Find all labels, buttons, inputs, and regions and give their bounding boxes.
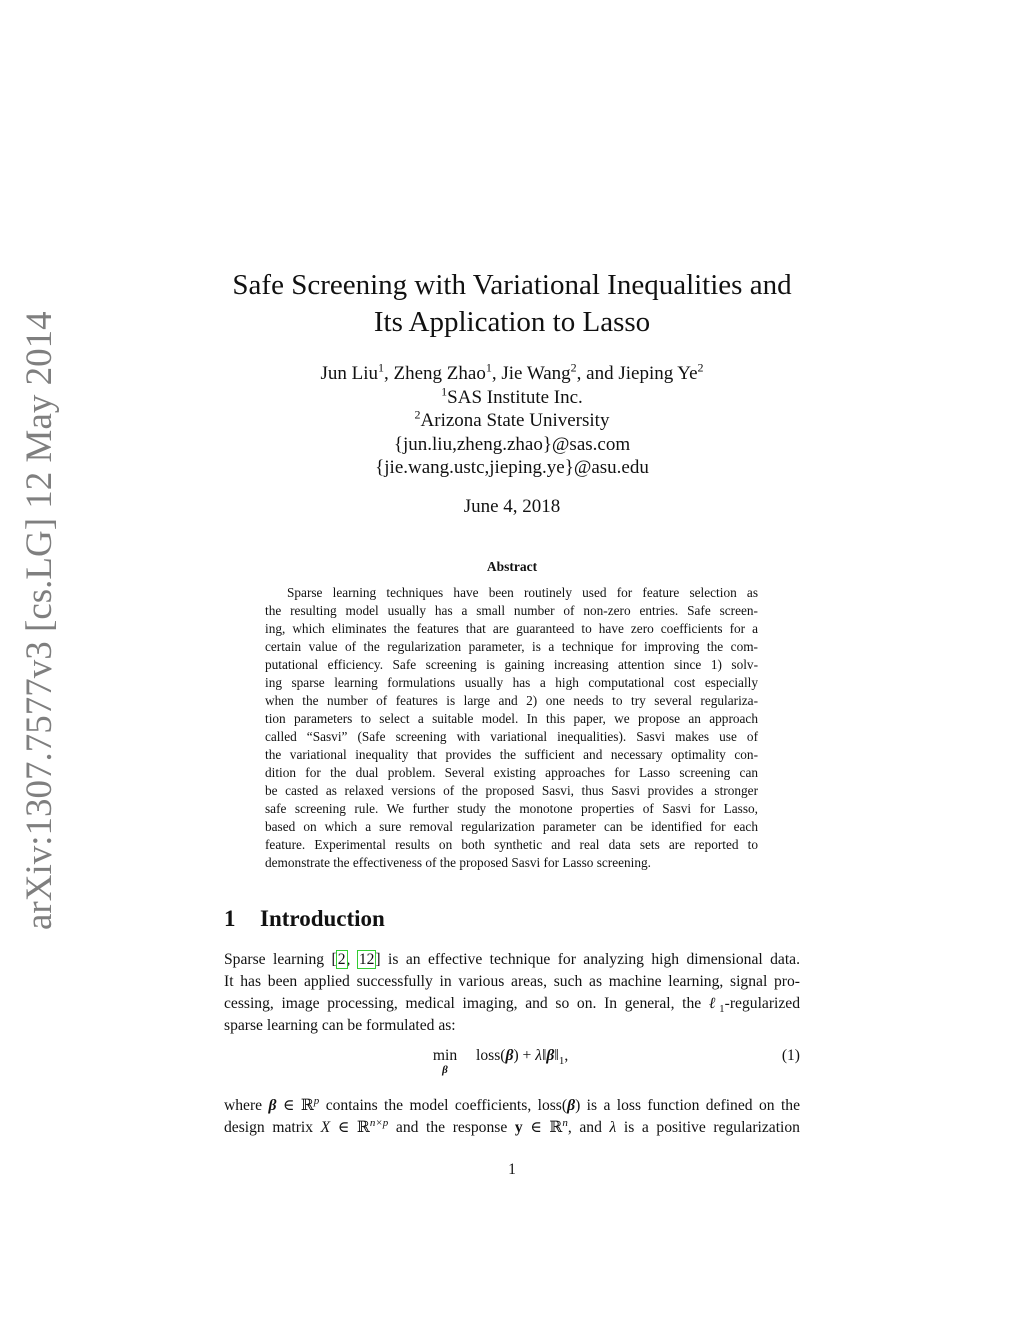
text: ,	[346, 951, 358, 968]
math-symbol: β	[505, 1047, 514, 1064]
abstract-line: ing, which eliminates the features that are guaranteed to have zero coefficients for a	[265, 621, 758, 636]
math-symbol: ℓ	[708, 995, 720, 1012]
abstract-line: based on which a sure removal regularization parameter can be identified for each	[265, 819, 758, 834]
abstract-line: tion parameters to select a suitable model. In this paper, we propose an approach	[265, 711, 758, 726]
abstract-line: demonstrate the effectiveness of the proposed Sasvi for Lasso screening.	[265, 855, 651, 870]
page-number: 1	[508, 1161, 516, 1178]
author-name: Zheng Zhao	[393, 363, 486, 384]
abstract-line: dition for the dual problem. Several existing approaches for Lasso screening can	[265, 765, 758, 780]
affiliation-name: SAS Institute Inc.	[447, 386, 583, 408]
affiliation-name: Arizona State University	[420, 410, 610, 431]
equation-number: (1)	[781, 1047, 800, 1064]
math-symbol: X	[320, 1119, 331, 1137]
text: contains the model coefficients, loss(	[319, 1097, 568, 1115]
text: ] is an effective technique for analyzing high dimensional data.	[375, 951, 801, 968]
text: ) is a loss function defined on the	[575, 1097, 800, 1115]
math-symbol: β	[268, 1097, 277, 1115]
equation-1	[224, 1043, 800, 1083]
author-name: Jie Wang	[501, 363, 571, 384]
math-symbol: p	[313, 1095, 320, 1107]
affiliation-mark: 1	[377, 360, 384, 375]
paper-title-line-1: Safe Screening with Variational Inequalities and	[232, 269, 792, 301]
separator: ,	[383, 363, 394, 384]
arxiv-stamp: arXiv:1307.7577v3 [cs.LG] 12 May 2014	[19, 311, 60, 930]
abstract-line: called “Sasvi” (Safe screening with variational inequalities). Sasvi makes use of	[265, 729, 758, 744]
math-subscript: 1	[719, 1003, 725, 1016]
body-line	[224, 1112, 800, 1139]
min-subscript: β	[442, 1064, 448, 1076]
section-title: Introduction	[260, 906, 385, 931]
affiliation-mark: 2	[414, 407, 421, 422]
affiliation-mark: 2	[697, 360, 704, 375]
text: ∈ ℝ	[522, 1119, 563, 1137]
text: ,	[564, 1047, 569, 1064]
affiliation-1	[150, 386, 874, 410]
email-2: {jie.wang.ustc,jieping.ye}@asu.edu	[375, 457, 649, 478]
author-name: Jun Liu	[320, 363, 378, 384]
paper-title-line-2: Its Application to Lasso	[373, 306, 651, 338]
abstract-line: the resulting model usually has a small number of non-zero entries. Safe screen-	[265, 603, 758, 618]
text: is a positive regularization	[616, 1119, 800, 1137]
text: ‖	[542, 1047, 547, 1064]
author-name: Jieping Ye	[618, 363, 698, 384]
separator: , and	[576, 363, 619, 384]
author-list	[150, 362, 874, 386]
separator: ,	[491, 363, 502, 384]
math-symbol: y	[514, 1119, 523, 1137]
math-symbol: λ	[609, 1119, 617, 1137]
affiliation-mark: 1	[441, 384, 448, 399]
section-heading	[224, 906, 385, 932]
text: design matrix	[224, 1119, 321, 1137]
affiliation-mark: 1	[485, 360, 492, 375]
abstract-line: Sparse learning techniques have been routinely used for feature selection as	[287, 585, 758, 600]
abstract-line: the variational inequality that provides the sufficient and necessary optimality con-	[265, 747, 758, 762]
abstract-line: when the number of features is large and 2) one needs to try several regulariza-	[265, 693, 758, 708]
text: ∈ ℝ	[330, 1119, 370, 1137]
text: , and	[567, 1119, 610, 1137]
equation-body	[476, 1047, 568, 1067]
text: ∈ ℝ	[276, 1097, 314, 1115]
text: loss(	[476, 1047, 506, 1064]
text: and the response	[388, 1119, 515, 1137]
math-symbol: n×p	[369, 1117, 389, 1129]
math-symbol: n	[562, 1117, 568, 1129]
affiliation-mark: 2	[570, 360, 577, 375]
text: -regularized	[724, 995, 800, 1012]
text: where	[224, 1097, 269, 1115]
abstract-line: safe screening rule. We further study the monotone properties of Sasvi for Lasso,	[265, 801, 758, 816]
text: cessing, image processing, medical imaging, and so on. In general, the	[224, 995, 709, 1012]
math-symbol: β	[567, 1097, 576, 1115]
email-1: {jun.liu,zheng.zhao}@sas.com	[393, 433, 631, 455]
abstract-line: feature. Experimental results on both synthetic and real data sets are reported to	[265, 837, 758, 852]
body-line	[224, 949, 800, 971]
min-label: min	[432, 1047, 458, 1064]
abstract-line: certain value of the regularization parameter, is a technique for improving the com-	[265, 639, 758, 654]
abstract-line: ing sparse learning formulations usually has a high computational cost especially	[265, 675, 758, 690]
paper-date: June 4, 2018	[463, 496, 561, 517]
citation-link[interactable]: 2	[337, 951, 346, 968]
math-symbol: λ	[535, 1047, 543, 1064]
body-line: sparse learning can be formulated as:	[224, 1017, 456, 1034]
math-subscript: 1	[558, 1055, 565, 1068]
abstract-heading: Abstract	[486, 559, 538, 574]
body-line: It has been applied successfully in various areas, such as machine learning, signal pro-	[224, 973, 800, 990]
author-block	[150, 362, 874, 480]
affiliation-2	[150, 409, 874, 433]
text: ‖	[554, 1047, 559, 1064]
equation-min-operator	[429, 1047, 461, 1075]
text: Sparse learning [	[224, 951, 337, 968]
math-symbol: β	[546, 1047, 555, 1064]
abstract-line: be casted as relaxed versions of the proposed Sasvi, thus Sasvi provides a stronger	[265, 783, 758, 798]
abstract-line: putational efficiency. Safe screening is gaining increasing attention since 1) solv-	[265, 657, 758, 672]
section-number: 1	[224, 906, 236, 931]
math-superscript	[370, 1117, 388, 1129]
text: ) +	[513, 1047, 536, 1064]
citation-link[interactable]: 12	[358, 951, 375, 968]
